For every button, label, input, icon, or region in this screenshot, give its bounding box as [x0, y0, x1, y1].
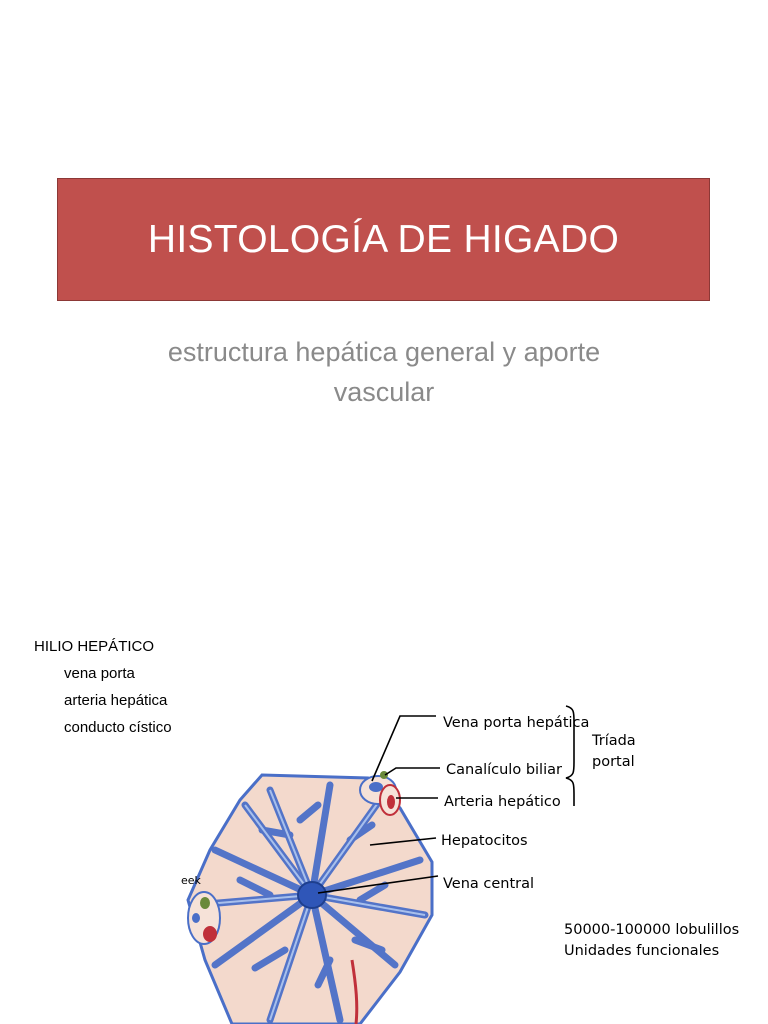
- hilio-heading: HILIO HEPÁTICO: [34, 638, 155, 655]
- label-portal: portal: [592, 754, 635, 770]
- note-line-1: 50000-100000 lobulillos: [564, 922, 740, 938]
- label-hepatocitos: Hepatocitos: [441, 833, 528, 849]
- page-title: HISTOLOGÍA DE HIGADO: [147, 217, 620, 261]
- lobule-note: [564, 920, 739, 962]
- subtitle-line-2: vascular: [333, 377, 435, 407]
- central-vein-shape: [298, 882, 326, 908]
- subtitle: [84, 332, 684, 412]
- label-canaliculo: Canalículo biliar: [446, 762, 562, 778]
- portal-triad-left: [188, 892, 220, 944]
- label-arteria: Arteria hepático: [444, 794, 561, 810]
- label-edge-fragment: eek: [181, 874, 201, 887]
- label-triada: Tríada: [592, 733, 636, 749]
- subtitle-line-1: estructura hepática general y aporte: [167, 337, 601, 367]
- hilio-item-conducto: conducto cístico: [64, 719, 172, 736]
- label-vena-porta: Vena porta hepática: [443, 715, 590, 731]
- title-banner: [57, 178, 710, 301]
- hilio-item-arteria: arteria hepática: [64, 692, 168, 709]
- note-line-2: Unidades funcionales: [564, 943, 720, 959]
- liver-lobule-diagram: [0, 690, 768, 1024]
- hilio-item-vena-porta: vena porta: [64, 665, 135, 682]
- label-vena-central: Vena central: [443, 876, 535, 892]
